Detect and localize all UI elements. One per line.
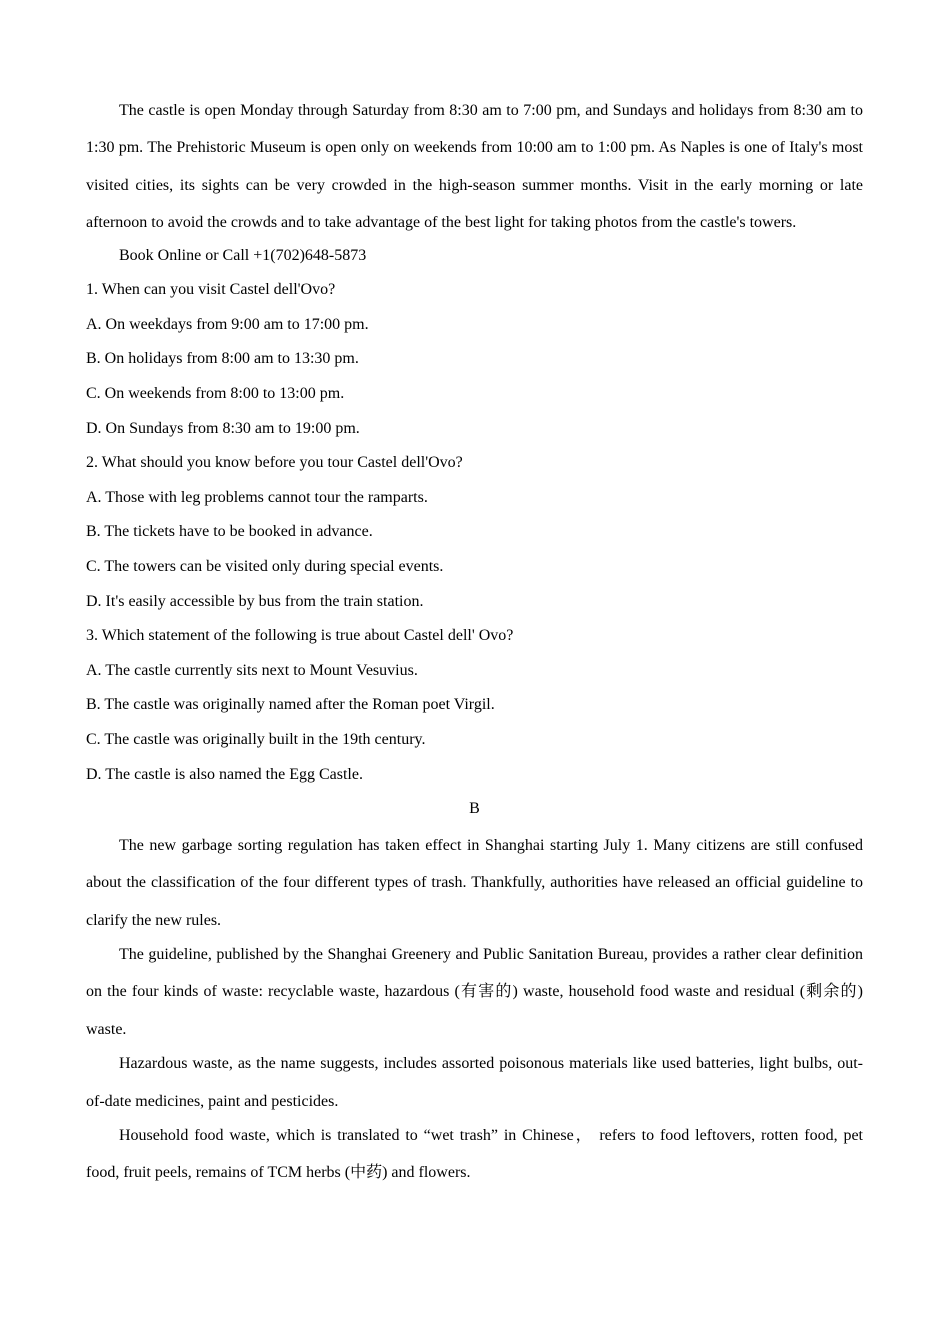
option-a: A. The castle currently sits next to Mount Vesuvius. (86, 661, 418, 679)
passage-a-paragraph-hours: The castle is open Monday through Saturday from 8:30 am to 7:00 pm, and Sundays and holidays from 8:30 am to 1:30 pm. The Prehistoric Museum is open only on weekends from 10:00 am to 1:00 pm. As Naples is one of Italy's most visited cities, its sights can be very crowded in the high-season summer months. Visit in the early morning or late afternoon to avoid the crowds and to take advantage of the best light for taking photos from the castle's towers. (86, 102, 863, 232)
option-a: A. On weekdays from 9:00 am to 17:00 pm. (86, 315, 369, 333)
option-d: D. The castle is also named the Egg Castle. (86, 765, 363, 783)
option-b: B. The castle was originally named after the Roman poet Virgil. (86, 696, 495, 714)
option-c: C. The castle was originally built in the 19th century. (86, 730, 426, 748)
question-stem: 2. What should you know before you tour Castel dell'Ovo? (86, 454, 463, 472)
passage-b-paragraph-3: Hazardous waste, as the name suggests, includes assorted poisonous materials like used batteries, light bulbs, out-of-date medicines, paint and pesticides. (86, 1055, 863, 1110)
question-3 (86, 619, 863, 792)
option-d: D. It's easily accessible by bus from the train station. (86, 592, 424, 610)
question-1 (86, 273, 863, 446)
option-a: A. Those with leg problems cannot tour the ramparts. (86, 488, 428, 506)
passage-b-paragraph-1: The new garbage sorting regulation has taken effect in Shanghai starting July 1. Many citizens are still confused about the classification of the four different types of trash. Thankfully, authorities have released an official guideline to clarify the new rules. (86, 836, 863, 929)
document-page (86, 92, 863, 1189)
question-stem: 3. Which statement of the following is true about Castel dell' Ovo? (86, 627, 514, 645)
option-c: C. On weekends from 8:00 to 13:00 pm. (86, 385, 345, 402)
passage-b-paragraph-2: The guideline, published by the Shanghai Greenery and Public Sanitation Bureau, provides a rather clear definition on the four kinds of waste: recyclable waste, hazardous (有害的) waste, household food waste and residual (剩余的) waste. (86, 945, 863, 1038)
question-2 (86, 446, 863, 619)
booking-line: Book Online or Call +1(702)648-5873 (119, 246, 367, 264)
option-c: C. The towers can be visited only during special events. (86, 557, 444, 575)
passage-b-paragraph-4: Household food waste, which is translated to “wet trash” in Chinese， refers to food leftovers, rotten food, pet food, fruit peels, remains of TCM herbs (中药) and flowers. (86, 1126, 863, 1182)
section-b-heading: B (469, 800, 480, 818)
question-stem: 1. When can you visit Castel dell'Ovo? (86, 281, 336, 299)
option-b: B. The tickets have to be booked in advance. (86, 523, 373, 541)
option-d: D. On Sundays from 8:30 am to 19:00 pm. (86, 419, 360, 437)
option-b: B. On holidays from 8:00 am to 13:30 pm. (86, 350, 359, 368)
